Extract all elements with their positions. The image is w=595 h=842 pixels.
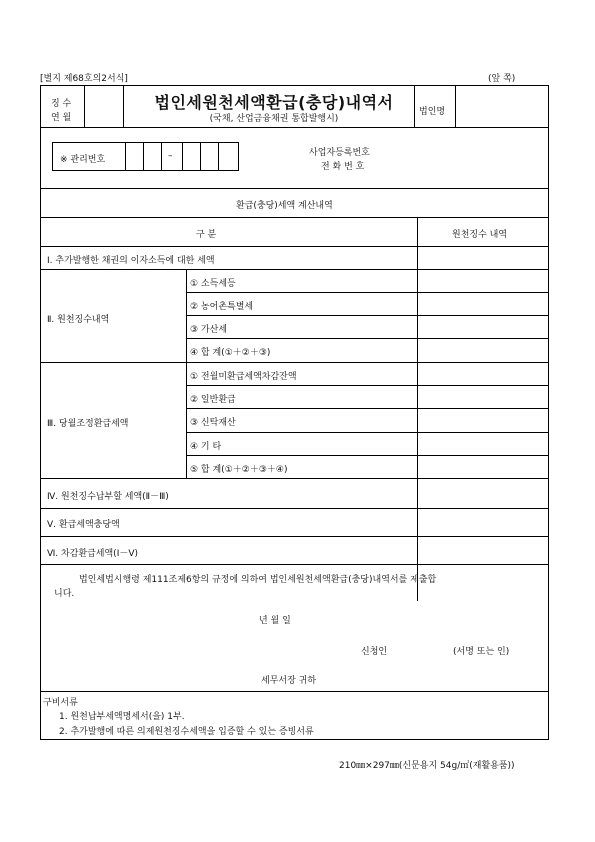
attachment-item-2: 2. 추가발행에 따른 의제원천징수세액을 입증할 수 있는 증빙서류	[59, 727, 314, 737]
column-withholding-header: 원천징수 내역	[452, 230, 508, 240]
column-division-header: 구 분	[196, 230, 217, 240]
tax-refund-form	[40, 85, 549, 740]
refund-item-4: ④ 기 타	[190, 442, 222, 452]
collect-year-month-label-2: 연 월	[51, 113, 72, 123]
form-reference: [별지 제68호의2서식]	[40, 74, 128, 84]
row-net-refund: Ⅵ. 차감환급세액(Ⅰ－Ⅴ)	[47, 549, 139, 559]
declaration-text-2: 니다.	[54, 589, 75, 599]
group-monthly-refund-label: Ⅲ. 당월조정환급세액	[47, 419, 129, 429]
collect-year-month-label-1: 징 수	[51, 99, 72, 109]
management-number-dash: –	[168, 151, 173, 161]
refund-item-5: ⑤ 합 계(①＋②＋③＋④)	[190, 465, 288, 475]
business-registration-label: 사업자등록번호	[309, 148, 370, 158]
refund-item-1: ① 전월미환급세액차감잔액	[190, 372, 297, 382]
declaration-text-1: 법인세법시행령 제111조제6항의 규정에 의하여 법인세원천세액환급(충당)내역서를 제출합	[79, 575, 437, 585]
calculation-section-title: 환급(충당)세액 계산내역	[236, 201, 333, 211]
management-number-label: ※ 관리번호	[60, 155, 106, 165]
paper-spec-footer: 210㎜×297㎜(신문용지 54g/㎡(재활용품))	[339, 761, 515, 771]
management-number-box	[52, 142, 239, 171]
row-withholding-payable: Ⅳ. 원천징수납부할 세액(Ⅱ－Ⅲ)	[47, 492, 169, 502]
withholding-item-3: ③ 가산세	[190, 325, 228, 335]
date-line: 년 월 일	[259, 616, 291, 626]
phone-label: 전 화 번 호	[321, 162, 365, 172]
form-subtitle: (국채, 산업금융채권 통합발행시)	[209, 114, 339, 124]
row-refund-appropriation: Ⅴ. 환급세액충당액	[47, 520, 120, 530]
signature-label: (서명 또는 인)	[453, 647, 510, 657]
attachment-item-1: 1. 원천납부세액명세서(을) 1부.	[59, 712, 185, 722]
addressee-label: 세무서장 귀하	[261, 676, 317, 686]
row-additional-bond-interest-tax: Ⅰ. 추가발행한 채권의 이자소득에 대한 세액	[47, 256, 215, 266]
applicant-label: 신청인	[361, 647, 388, 657]
withholding-item-4: ④ 합 계(①＋②＋③)	[190, 348, 271, 358]
withholding-item-2: ② 농어촌특별세	[190, 302, 254, 312]
form-title: 법인세원천세액환급(충당)내역서	[154, 93, 394, 112]
refund-item-3: ③ 신탁재산	[190, 418, 236, 428]
corp-name-label: 법인명	[419, 107, 446, 117]
attachments-title: 구비서류	[43, 698, 78, 708]
withholding-item-1: ① 소득세등	[190, 279, 236, 289]
page-side-label: (앞 쪽)	[488, 74, 516, 84]
refund-item-2: ② 일반환급	[190, 395, 236, 405]
group-withholding-details-label: Ⅱ. 원천징수내역	[47, 315, 110, 325]
